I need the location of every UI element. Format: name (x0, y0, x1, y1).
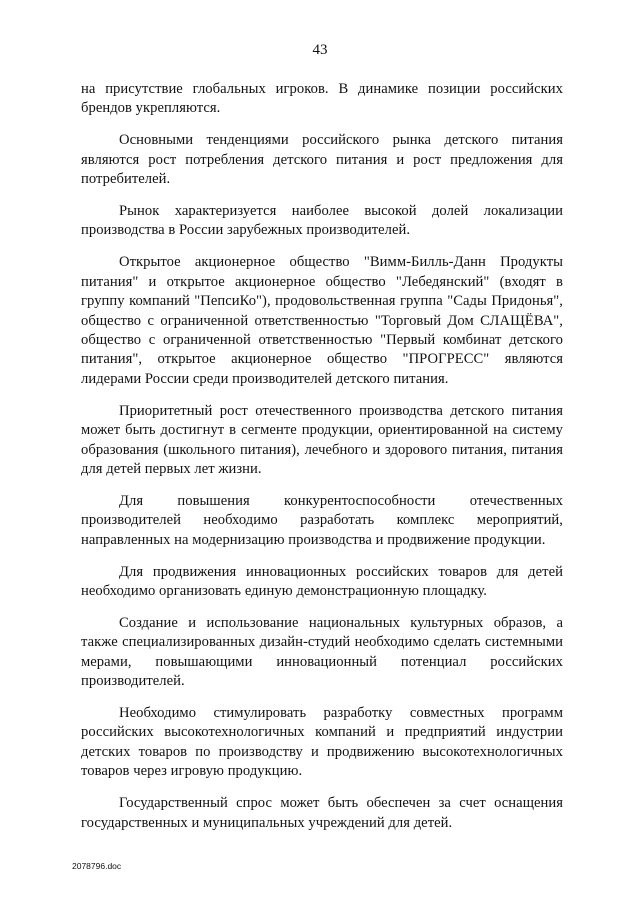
paragraph-market-trends: Основными тенденциями российского рынка детского питания являются рост потребления детского питания и рост предложения для потребителей. (81, 132, 563, 188)
document-body (81, 80, 563, 845)
paragraph-cultural-images: Создание и использование национальных культурных образов, а также специализированных дизайн-студий необходимо сделать системными мерами, повышающими инновационный потенциал российских производителей. (81, 614, 563, 690)
paragraph-competitiveness: Для повышения конкурентоспособности отечественных производителей необходимо разработать комплекс мероприятий, направленных на модернизацию производства и продвижение продукции. (81, 492, 563, 548)
paragraph-priority-growth: Приоритетный рост отечественного производства детского питания может быть достигнут в сегменте продукции, ориентированной на систему образования (школьного питания), лечебного и здорового питания, питания для детей первых лет жизни. (81, 402, 563, 477)
paragraph-continuation: на присутствие глобальных игроков. В динамике позиции российских брендов укрепляются. (81, 81, 563, 117)
paragraph-market-leaders: Открытое акционерное общество "Вимм-Билль-Данн Продукты питания" и открытое акционерное общество "Лебедянский" (входят в группу компаний "ПепсиКо"), продовольственная группа "Сады Придонья", общество с ограниченной ответственностью "Торговый Дом СЛАЩЁВА", общество с ограниченной ответственностью "Первый комбинат детского питания", открытое акционерное общество "ПРОГРЕСС" являются лидерами России среди производителей детского питания. (81, 254, 563, 387)
paragraph-localization: Рынок характеризуется наиболее высокой долей локализации производства в России зарубежных производителей. (81, 203, 563, 239)
document-filename: 2078796.doc (72, 861, 122, 871)
paragraph-joint-programs: Необходимо стимулировать разработку совместных программ российских высокотехнологичных компаний и предприятий индустрии детских товаров по производству и продвижению высокотехнологичных товаров через игровую продукцию. (81, 704, 563, 780)
paragraph-demo-platform: Для продвижения инновационных российских товаров для детей необходимо организовать единую демонстрационную площадку. (81, 563, 563, 599)
paragraph-state-demand: Государственный спрос может быть обеспечен за счет оснащения государственных и муниципальных учреждений для детей. (81, 795, 563, 831)
page-number: 43 (312, 42, 328, 58)
